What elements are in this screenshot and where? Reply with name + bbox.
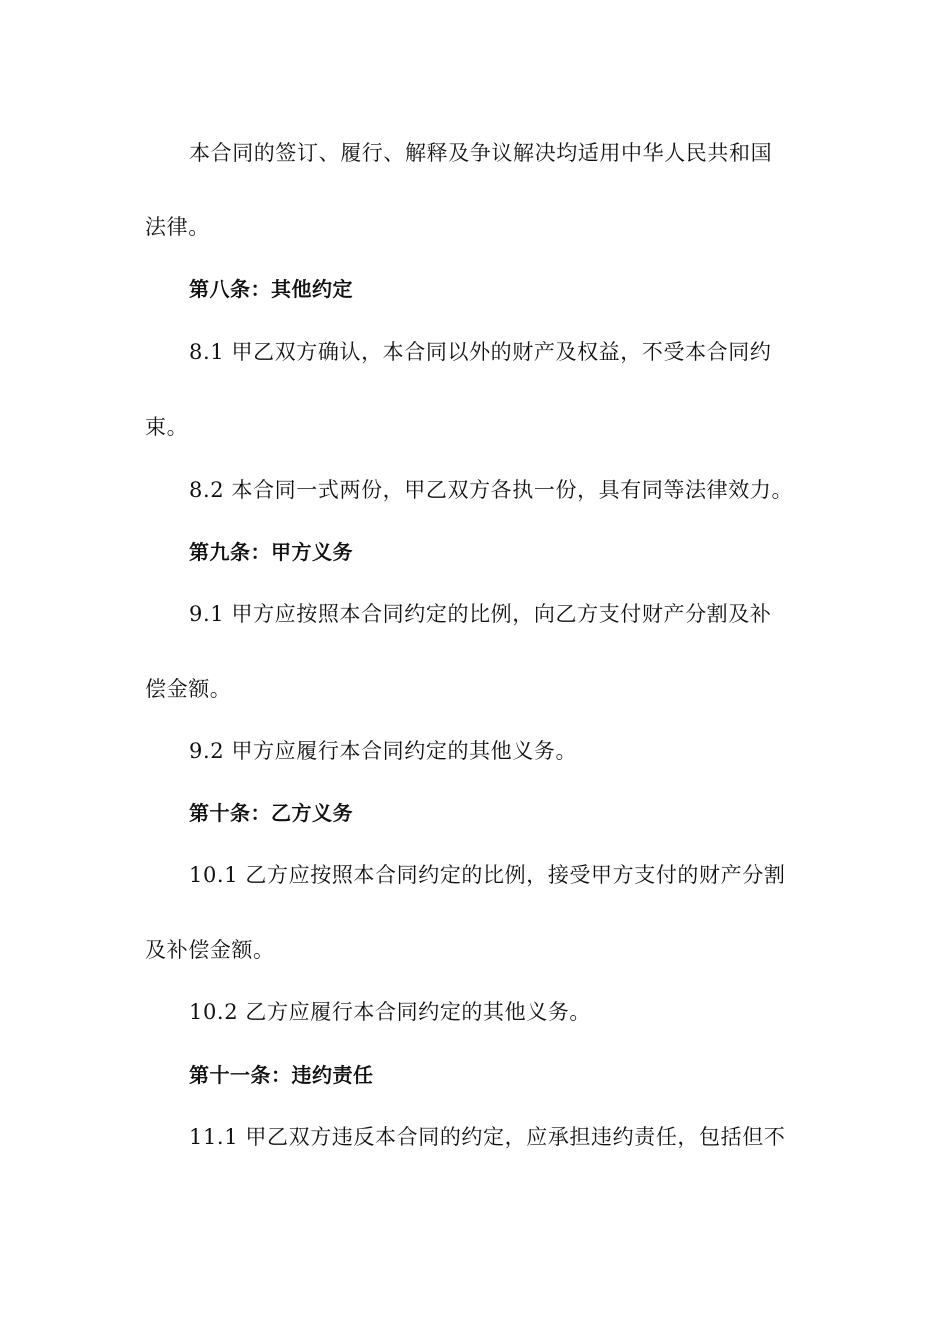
clause-8-2: 8.2 本合同一式两份，甲乙双方各执一份，具有同等法律效力。	[189, 478, 794, 502]
clause-9-1-line-2: 偿金额。	[145, 677, 232, 701]
heading-article-10: 第十条：乙方义务	[189, 801, 353, 825]
clause-10-1-line-1: 10.1 乙方应按照本合同约定的比例，接受甲方支付的财产分割	[189, 863, 786, 887]
heading-article-9: 第九条：甲方义务	[189, 540, 353, 564]
paragraph-governing-law-line-1: 本合同的签订、履行、解释及争议解决均适用中华人民共和国	[189, 141, 773, 165]
clause-10-2: 10.2 乙方应履行本合同约定的其他义务。	[189, 1000, 592, 1024]
clause-9-1-line-1: 9.1 甲方应按照本合同约定的比例，向乙方支付财产分割及补	[189, 602, 772, 626]
heading-article-11: 第十一条：违约责任	[189, 1063, 374, 1087]
heading-article-8: 第八条：其他约定	[189, 277, 353, 301]
clause-8-1-line-2: 束。	[145, 415, 189, 439]
clause-8-1-line-1: 8.1 甲乙双方确认，本合同以外的财产及权益，不受本合同约	[189, 340, 772, 364]
paragraph-governing-law-line-2: 法律。	[145, 215, 210, 239]
clause-9-2: 9.2 甲方应履行本合同约定的其他义务。	[189, 739, 578, 763]
clause-10-1-line-2: 及补偿金额。	[145, 938, 275, 962]
clause-11-1-line-1: 11.1 甲乙双方违反本合同的约定，应承担违约责任，包括但不	[189, 1125, 786, 1149]
